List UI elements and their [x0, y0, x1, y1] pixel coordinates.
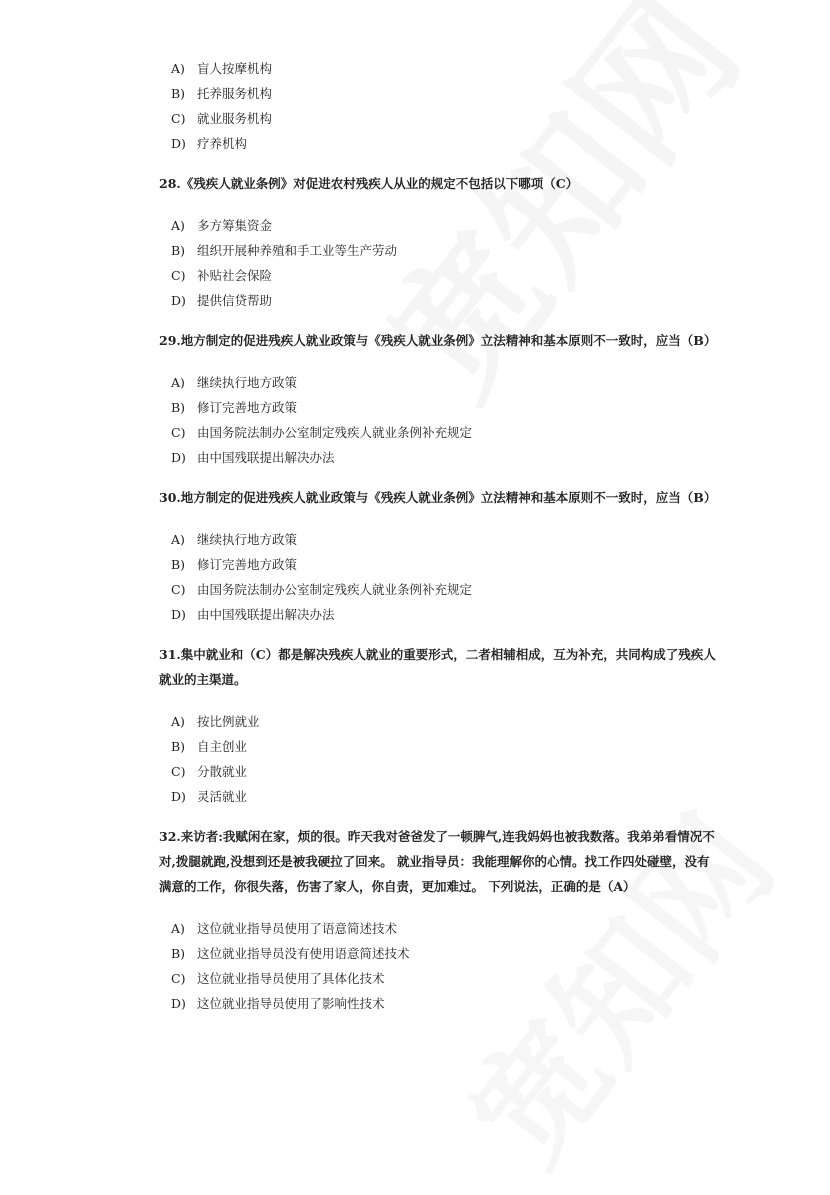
- question-text: 30.地方制定的促进残疾人就业政策与《残疾人就业条例》立法精神和基本原则不一致时，应当（B）: [159, 490, 717, 505]
- option-a: A) 继续执行地方政策: [171, 532, 298, 547]
- watermark: [330, 0, 777, 433]
- option-a: A) 继续执行地方政策: [171, 375, 298, 390]
- option-d: D) 由中国残联提出解决办法: [171, 450, 335, 465]
- option-d: D) 疗养机构: [171, 136, 248, 151]
- option-a: A) 盲人按摩机构: [171, 61, 273, 76]
- option-b: B) 自主创业: [171, 739, 248, 754]
- option-c: C) 分散就业: [171, 764, 248, 779]
- option-a: A) 按比例就业: [171, 714, 260, 729]
- option-b: B) 托养服务机构: [171, 86, 273, 101]
- option-a: A) 这位就业指导员使用了语意简述技术: [171, 921, 398, 936]
- option-d: D) 提供信贷帮助: [171, 293, 273, 308]
- option-d: D) 由中国残联提出解决办法: [171, 607, 335, 622]
- option-c: C) 由国务院法制办公室制定残疾人就业条例补充规定: [171, 582, 473, 597]
- option-c: C) 就业服务机构: [171, 111, 273, 126]
- option-c: C) 补贴社会保险: [171, 268, 273, 283]
- question-text: 29.地方制定的促进残疾人就业政策与《残疾人就业条例》立法精神和基本原则不一致时，应当（B）: [159, 333, 717, 348]
- question-text: 31.集中就业和（C）都是解决残疾人就业的重要形式，二者相辅相成，互为补充，共同构成了残疾人就业的主渠道。: [159, 647, 716, 687]
- option-d: D) 灵活就业: [171, 789, 248, 804]
- option-c: C) 由国务院法制办公室制定残疾人就业条例补充规定: [171, 425, 473, 440]
- option-b: B) 修订完善地方政策: [171, 557, 298, 572]
- option-b: B) 这位就业指导员没有使用语意简述技术: [171, 946, 410, 961]
- option-d: D) 这位就业指导员使用了影响性技术: [171, 996, 385, 1011]
- option-c: C) 这位就业指导员使用了具体化技术: [171, 971, 385, 986]
- option-b: B) 修订完善地方政策: [171, 400, 298, 415]
- option-b: B) 组织开展种养殖和手工业等生产劳动: [171, 243, 398, 258]
- question-text: 28.《残疾人就业条例》对促进农村残疾人从业的规定不包括以下哪项（C）: [159, 176, 579, 191]
- option-a: A) 多方筹集资金: [171, 218, 273, 233]
- question-text: 32.来访者:我赋闲在家，烦的很。昨天我对爸爸发了一顿脾气,连我妈妈也被我数落。我弟弟看情况不对,拨腿就跑,没想到还是被我硬拉了回来。 就业指导员：我能理解你的心情。找工作四处碰壁，没有满意的工作，你很失落，伤害了家人，你自责，更加难过。 下列说法，正确的是（A）: [159, 829, 715, 894]
